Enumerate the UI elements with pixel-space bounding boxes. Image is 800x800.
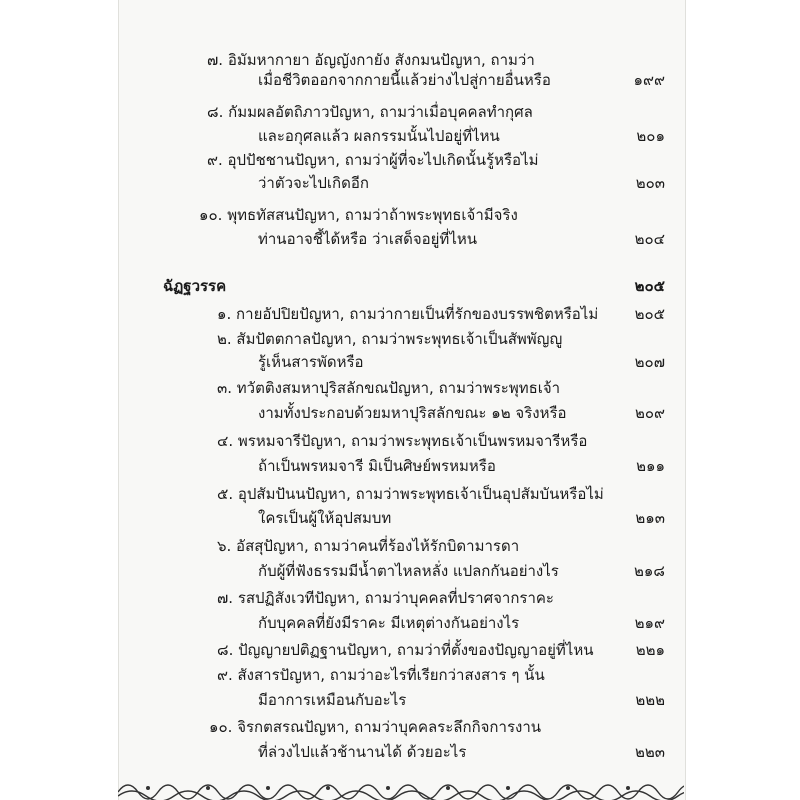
toc-section-entry-6-page: ๒๑๘ (634, 562, 665, 580)
toc-section-entry-7-line1: ๗. รสปฏิสังเวทีปัญหา, ถามว่าบุคคลที่ปราศจากราคะ (217, 589, 554, 607)
toc-section-entry-2-line2: รู้เห็นสารพัดหรือ (258, 353, 364, 371)
toc-section-entry-8-line1: ๘. ปัญญายปติฏฐานปัญหา, ถามว่าที่ตั้งของปัญญาอยู่ที่ไหน (217, 641, 594, 659)
toc-section-entry-5-line1: ๕. อุปสัมปันนปัญหา, ถามว่าพระพุทธเจ้าเป็นอุปสัมบันหรือไม่ (217, 485, 604, 503)
toc-section-entry-1-line1: ๑. กายอัปปิยปัญหา, ถามว่ากายเป็นที่รักของบรรพชิตหรือไม่ (217, 305, 599, 323)
toc-entry-10-page: ๒๐๔ (634, 230, 665, 248)
section-title: ฉัฏฐวรรค (163, 277, 227, 295)
toc-section-entry-9-page: ๒๒๒ (635, 691, 665, 709)
toc-entry-7-line2: เมื่อชีวิตออกจากกายนี้แล้วย่างไปสู่กายอื่นหรือ (258, 71, 551, 89)
toc-section-entry-8-page: ๒๒๑ (635, 641, 665, 659)
toc-section-entry-10-page: ๒๒๓ (634, 743, 665, 761)
toc-section-entry-7-page: ๒๑๙ (634, 614, 665, 632)
toc-section-entry-2-line1: ๒. สัมปัตตกาลปัญหา, ถามว่าพระพุทธเจ้าเป็นสัพพัญญู (217, 330, 563, 348)
toc-section-entry-9-line2: มีอาการเหมือนกับอะไร (258, 691, 407, 709)
toc-entry-10-line1: ๑๐. พุทธทัสสนปัญหา, ถามว่าถ้าพระพุทธเจ้ามีจริง (199, 206, 518, 224)
toc-section-entry-3-line1: ๓. ทวัตติงสมหาปุริสลักขณปัญหา, ถามว่าพระพุทธเจ้า (217, 379, 561, 397)
toc-section-entry-4-line1: ๔. พรหมจารีปัญหา, ถามว่าพระพุทธเจ้าเป็นพรหมจารีหรือ (217, 432, 588, 450)
toc-section-entry-6-line1: ๖. อัสสุปัญหา, ถามว่าคนที่ร้องไห้รักบิดามารดา (217, 537, 520, 555)
toc-entry-8-line2: และอกุศลแล้ว ผลกรรมนั้นไปอยู่ที่ไหน (258, 127, 500, 145)
section-page: ๒๐๕ (634, 277, 665, 295)
toc-entry-9-line2: ว่าตัวจะไปเกิดอีก (258, 174, 369, 192)
toc-entry-10-line2: ท่านอาจชี้ได้หรือ ว่าเสด็จอยู่ที่ไหน (258, 230, 478, 248)
toc-section-entry-5-line2: ใครเป็นผู้ให้อุปสมบท (258, 509, 392, 527)
toc-entry-7-page: ๑๙๙ (633, 71, 665, 89)
toc-section-entry-3-line2: งามทั้งประกอบด้วยมหาปุริสลักขณะ ๑๒ จริงหรือ (258, 404, 567, 422)
toc-section-entry-1-page: ๒๐๕ (634, 305, 665, 323)
toc-section-entry-10-line1: ๑๐. จิรกตสรณปัญหา, ถามว่าบุคคลระลึกกิจการงาน (209, 718, 541, 736)
toc-section-entry-9-line1: ๙. สังสารปัญหา, ถามว่าอะไรที่เรียกว่าสงสาร ๆ นั้น (217, 666, 545, 684)
toc-section-entry-4-line2: ถ้าเป็นพรหมจารี มิเป็นศิษย์พรหมหรือ (258, 457, 496, 475)
toc-entry-9-line1: ๙. อุปปัชชานปัญหา, ถามว่าผู้ที่จะไปเกิดนั้นรู้หรือไม่ (207, 151, 539, 169)
toc-section-entry-3-page: ๒๐๙ (634, 404, 665, 422)
toc-entry-8-page: ๒๐๑ (636, 127, 665, 145)
toc-section-entry-6-line2: กับผู้ที่ฟังธรรมมีน้ำตาไหลหลั่ง แปลกกันอย่างไร (258, 562, 559, 580)
toc-section-entry-10-line2: ที่ล่วงไปแล้วช้านานได้ ด้วยอะไร (258, 743, 467, 761)
toc-section-entry-5-page: ๒๑๓ (635, 509, 665, 527)
ornament-pattern-icon (118, 774, 684, 800)
decorative-border-ornament (118, 774, 684, 800)
toc-section-entry-7-line2: กับบุคคลที่ยังมีราคะ มีเหตุต่างกันอย่างไร (258, 614, 520, 632)
toc-section-entry-2-page: ๒๐๗ (634, 353, 665, 371)
toc-entry-8-line1: ๘. กัมมผลอัตถิภาวปัญหา, ถามว่าเมื่อบุคคลทำกุศล (207, 103, 533, 121)
toc-section-entry-4-page: ๒๑๑ (636, 457, 665, 475)
toc-entry-7-line1: ๗. อิมัมหากายา อัญญังกายัง สังกมนปัญหา, ถามว่า (207, 51, 535, 69)
toc-entry-9-page: ๒๐๓ (635, 174, 665, 192)
